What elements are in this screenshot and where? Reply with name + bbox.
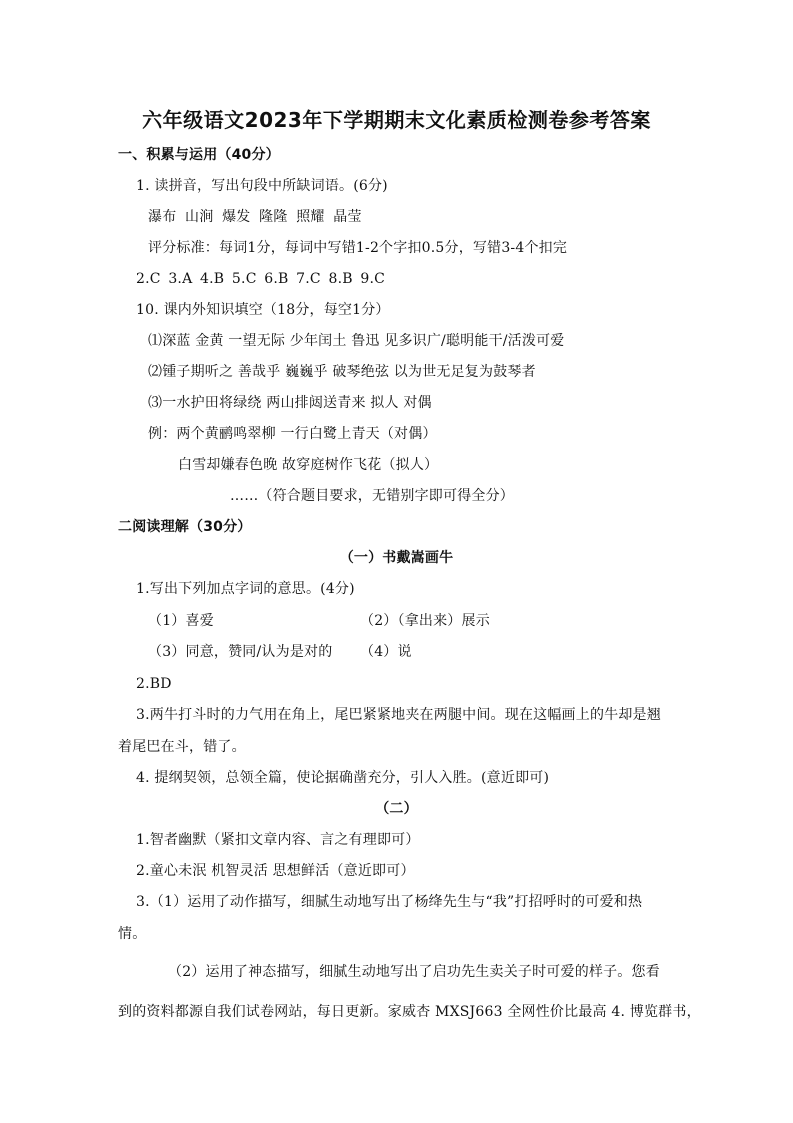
passage-2-question-3-part-2: （2）运用了神态描写，细腻生动地写出了启功先生卖关子时可爱的样子。您看 (168, 964, 660, 980)
passage-1-question-2: 2.BD (136, 676, 172, 692)
question-1-criteria: 评分标准：每词1分，每词中写错1-2个字扣0.5分，写错3-4个扣完 (148, 240, 568, 256)
passage-1-question-1: 1.写出下列加点字词的意思。(4分) (136, 581, 355, 597)
passage-2-question-1: 1.智者幽默（紧扣文章内容、言之有理即可） (136, 832, 420, 848)
passage-1-answer-1: （1）喜爱 (148, 613, 214, 629)
question-10: 10. 课内外知识填空（18分，每空1分） (136, 302, 390, 318)
passage-1-title: （一）书戴嵩画牛 (339, 550, 454, 566)
section-heading-reading: 二阅读理解（30分） (118, 519, 252, 535)
passage-2-question-3-line-2: 情。 (118, 926, 147, 942)
passage-1-answer-4: （4）说 (360, 644, 412, 660)
page-title: 六年级语文2023年下学期期末文化素质检测卷参考答案 (142, 108, 651, 132)
example-line-2: 白雪却嫌春色晚 故穿庭树作飞花（拟人） (178, 457, 439, 473)
example-note: ……（符合题目要求，无错别字即可得全分） (230, 488, 514, 504)
question-10-part-2: ⑵锺子期听之 善哉乎 巍巍乎 破琴绝弦 以为世无足复为鼓琴者 (148, 364, 536, 380)
passage-2-title: （二） (375, 801, 418, 817)
passage-1-question-4: 4. 提纲契领，总领全篇，使论据确凿充分，引人入胜。(意近即可) (136, 770, 550, 786)
passage-1-answer-3: （3）同意，赞同/认为是对的 (148, 644, 333, 660)
passage-1-question-3-line-2: 着尾巴在斗，错了。 (118, 739, 246, 755)
questions-2-9: 2.C 3.A 4.B 5.C 6.B 7.C 8.B 9.C (136, 271, 386, 287)
question-1: 1. 读拼音，写出句段中所缺词语。(6分) (136, 178, 388, 194)
passage-1-answer-2: （2）（拿出来）展示 (360, 613, 490, 629)
passage-2-question-2: 2.童心未泯 机智灵活 思想鲜活（意近即可） (136, 863, 415, 879)
passage-2-question-3-line-1: 3.（1）运用了动作描写，细腻生动地写出了杨绛先生与“我”打招呼时的可爱和热 (136, 894, 643, 910)
section-heading-accumulation: 一、积累与运用（40分） (118, 147, 280, 163)
example-line-1: 例：两个黄鹂鸣翠柳 一行白鹭上青天（对偶） (148, 426, 437, 442)
footer-line: 到的资料都源自我们试卷网站，每日更新。家威杏 MXSJ663 全网性价比最高 4. 博览群书， (118, 1004, 701, 1020)
question-10-part-3: ⑶一水护田将绿绕 两山排闼送青来 拟人 对偶 (148, 395, 432, 411)
question-10-part-1: ⑴深蓝 金黄 一望无际 少年闰土 鲁迅 见多识广/聪明能干/活泼可爱 (148, 333, 565, 349)
question-1-words: 瀑布 山涧 爆发 隆隆 照耀 晶莹 (148, 209, 362, 225)
passage-1-question-3-line-1: 3.两牛打斗时的力气用在角上，尾巴紧紧地夹在两腿中间。现在这幅画上的牛却是翘 (136, 707, 661, 723)
